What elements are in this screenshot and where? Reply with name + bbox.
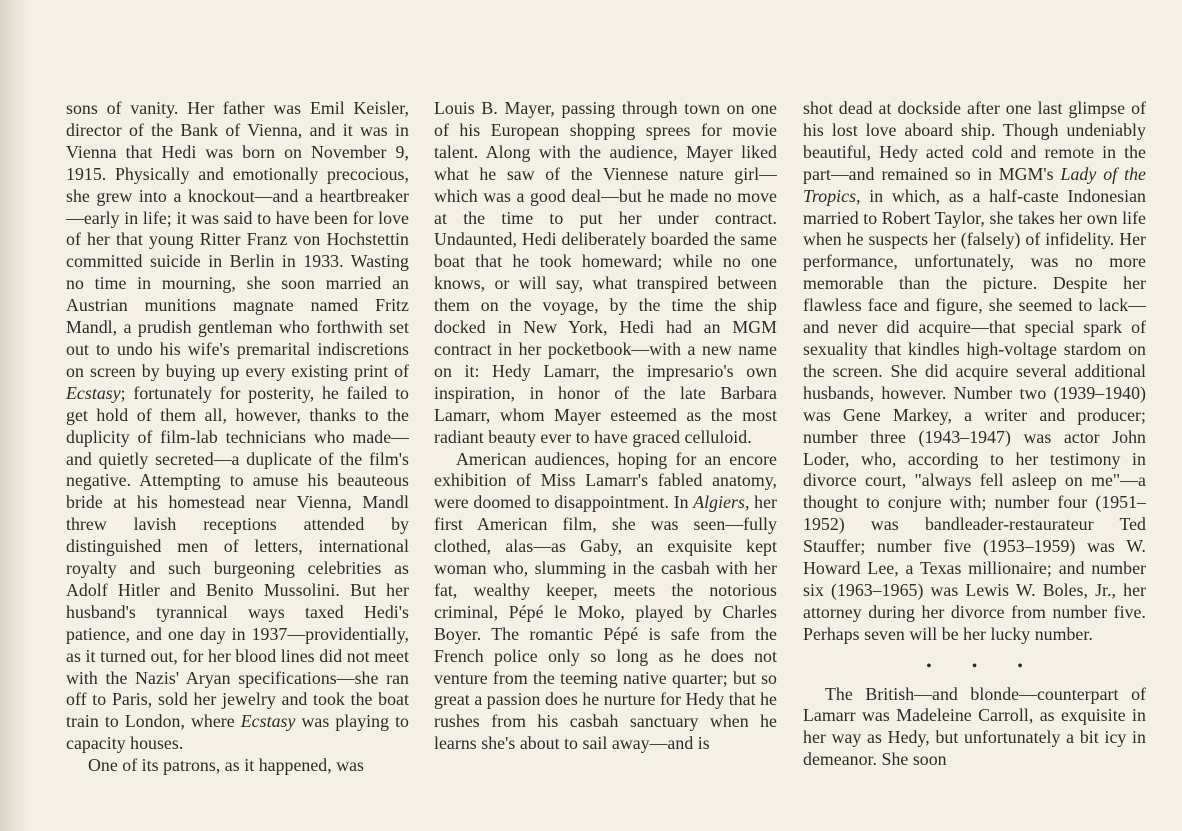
text-run: One of its patrons, as it happened, was bbox=[88, 755, 365, 776]
film-title: Algiers bbox=[693, 492, 745, 513]
paragraph bbox=[66, 98, 409, 755]
paragraph bbox=[803, 684, 1146, 772]
text-run: , in which, as a half-caste Indonesian married to Robert Taylor, she takes her own life when he suspects her (falsely) of infidelity. Her performance, unfortunately, was no more memorable than the picture. Despite her flawless face and figure, she seemed to lack—and never did acquire—that special spark of sexuality that kindles high-voltage stardom on the screen. She did acquire several additional husbands, however. Number two (1939–1940) was Gene Markey, a writer and producer; number three (1943–1947) was actor John Loder, who, according to her testimony in divorce court, "always fell asleep on me"—a thought to conjure with; number four (1951–1952) was bandleader-restaurateur Ted Stauffer; number five (1953–1959) was W. Howard Lee, a Texas millionaire; and number six (1963–1965) was Lewis W. Boles, Jr., her attorney during her divorce from number five. Perhaps seven will be her lucky number. bbox=[803, 185, 1146, 644]
text-run: The British—and blonde—counterpart of Lamarr was Madeleine Carroll, as exquisite in her way as Hedy, but unfortunately a bit icy in demeanor. She soon bbox=[803, 683, 1146, 770]
text-run: shot dead at dockside after one last glimpse of his lost love aboard ship. Though undeniably beautiful, Hedy acted cold and remote in the part—and remained so in MGM's bbox=[803, 98, 1146, 184]
text-run: ; fortunately for posterity, he failed to get hold of them all, however, thanks to the duplicity of film-lab technicians who made—and quietly secreted—a duplicate of the film's negative. Attempting to amuse his beauteous bride at his homestead near Vienna, Mandl threw lavish receptions attended by distinguished men of letters, international royalty and such burgeoning celebrities as Adolf Hitler and Benito Mussolini. But her husband's tyrannical ways taxed Hedi's patience, and one day in 1937—providentially, as it turned out, for her blood lines did not meet with the Nazis' Aryan specifications—she ran off to Paris, sold her jewelry and took the boat train to London, where bbox=[66, 382, 409, 732]
text-run: was playing to capacity houses. bbox=[66, 711, 410, 754]
page-binding-gutter bbox=[0, 0, 30, 831]
text-run: , her first American film, she was seen—fully clothed, alas—as Gaby, an exquisite kept woman who, slumming in the casbah with her fat, wealthy keeper, meets the notorious criminal, Pépé le Moko, played by Charles Boyer. The romantic Pépé is safe from the French police only so long as he does not venture from the teeming native quarter; but so great a passion does he nurture for Hedy that he rushes from his casbah sanctuary when he learns she's about to sail away—and is bbox=[434, 492, 777, 754]
paragraph bbox=[434, 98, 777, 449]
film-title: Ecstasy bbox=[240, 711, 296, 732]
text-column-1 bbox=[66, 98, 409, 777]
text-run: American audiences, hoping for an encore exhibition of Miss Lamarr's fabled anatomy, were doomed to disappointment. In bbox=[434, 448, 777, 513]
text-column-2 bbox=[434, 98, 777, 755]
text-run: sons of vanity. Her father was Emil Keisler, director of the Bank of Vienna, and it was in Vienna that Hedi was born on November 9, 1915. Physically and emotionally precocious, she grew into a knockout—and a heartbreaker—early in life; it was said to have been for love of her that young Ritter Franz von Hochstettin committed suicide in Berlin in 1933. Wasting no time in mourning, she soon married an Austrian munitions magnate named Fritz Mandl, a prudish gentleman who forthwith set out to undo his wife's premarital indiscretions on screen by buying up every existing print of bbox=[66, 98, 409, 381]
paragraph bbox=[434, 449, 777, 756]
section-break-dots: • • • bbox=[926, 657, 1041, 675]
paragraph bbox=[803, 98, 1146, 646]
film-title: Ecstasy bbox=[66, 382, 121, 403]
paragraph bbox=[66, 755, 409, 777]
film-title: Lady of the Tropics bbox=[803, 163, 1146, 206]
text-run: Louis B. Mayer, passing through town on one of his European shopping sprees for movie talent. Along with the audience, Mayer liked what he saw of the Viennese nature girl—which was a good deal—but he made no move at the time to put her under contract. Undaunted, Hedi deliberately boarded the same boat that he took homeward; while no one knows, or will say, what transpired between them on the voyage, by the time the ship docked in New York, Hedi had an MGM contract in her pocketbook—with a new name on it: Hedy Lamarr, the impresario's own inspiration, in honor of the late Barbara Lamarr, whom Mayer esteemed as the most radiant beauty ever to have graced celluloid. bbox=[434, 98, 777, 447]
text-column-3 bbox=[803, 98, 1146, 771]
